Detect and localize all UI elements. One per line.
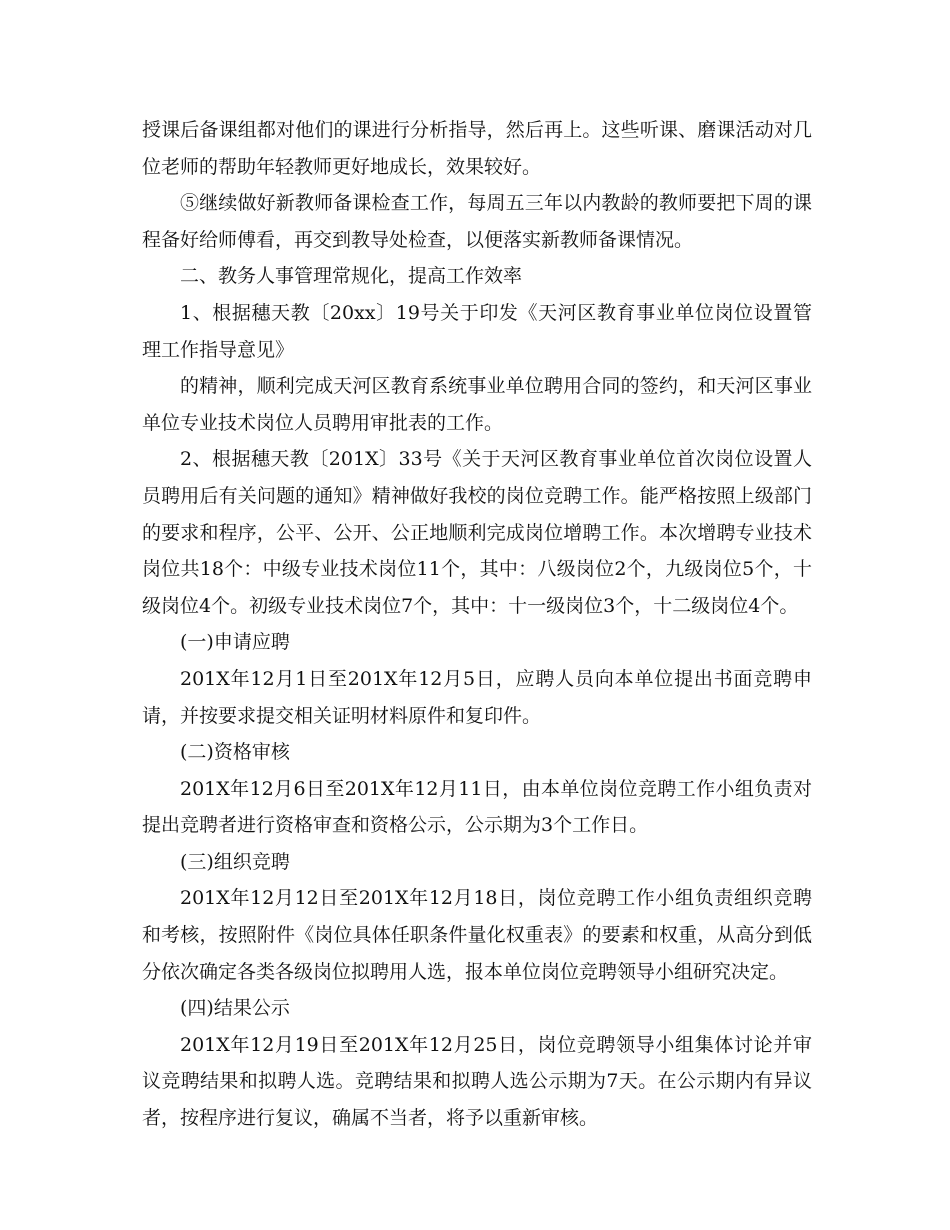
paragraph-apply: 201X年12月1日至201X年12月5日，应聘人员向本单位提出书面竞聘申请，并按要求提交相关证明材料原件和复印件。 [142, 667, 812, 727]
document-body [142, 112, 812, 1137]
subheading-results: (四)结果公示 [180, 997, 290, 1020]
paragraph-item-2: 2、根据穗天教〔201X〕33号《关于天河区教育事业单位首次岗位设置人员聘用后有关问题的通知》精神做好我校的岗位竞聘工作。能严格按照上级部门的要求和程序，公平、公开、公正地顺利完成岗位增聘工作。本次增聘专业技术岗位共18个：中级专业技术岗位11个，其中：八级岗位2个，九级岗位5个，十级岗位4个。初级专业技术岗位7个，其中：十一级岗位3个，十二级岗位4个。 [142, 448, 812, 617]
paragraph-results: 201X年12月19日至201X年12月25日，岗位竞聘领导小组集体讨论并审议竞聘结果和拟聘人选。竞聘结果和拟聘人选公示期为7天。在公示期内有异议者，按程序进行复议，确属不当者，将予以重新审核。 [142, 1033, 812, 1130]
paragraph-organize: 201X年12月12日至201X年12月18日，岗位竞聘工作小组负责组织竞聘和考核，按照附件《岗位具体任职条件量化权重表》的要素和权重，从高分到低分依次确定各类各级岗位拟聘用人选，报本单位岗位竞聘领导小组研究决定。 [142, 887, 812, 983]
paragraph-item-1-continued: 的精神，顺利完成天河区教育系统事业单位聘用合同的签约，和天河区事业单位专业技术岗位人员聘用审批表的工作。 [142, 375, 812, 434]
paragraph-continuation: 授课后备课组都对他们的课进行分析指导，然后再上。这些听课、磨课活动对几位老师的帮助年轻教师更好地成长，效果较好。 [142, 119, 812, 178]
subheading-organize: (三)组织竞聘 [180, 850, 290, 873]
subheading-review: (二)资格审核 [180, 741, 290, 764]
paragraph-item-1: 1、根据穗天教〔20xx〕19号关于印发《天河区教育事业单位岗位设置管理工作指导意见》 [142, 301, 812, 361]
paragraph-item-5: ⑤继续做好新教师备课检查工作，每周五三年以内教龄的教师要把下周的课程备好给师傅看，再交到教导处检查，以便落实新教师备课情况。 [142, 192, 812, 251]
section-heading-2: 二、教务人事管理常规化，提高工作效率 [180, 265, 523, 288]
subheading-apply: (一)申请应聘 [180, 631, 290, 654]
paragraph-review: 201X年12月6日至201X年12月11日，由本单位岗位竞聘工作小组负责对提出竞聘者进行资格审查和资格公示，公示期为3个工作日。 [142, 777, 812, 837]
